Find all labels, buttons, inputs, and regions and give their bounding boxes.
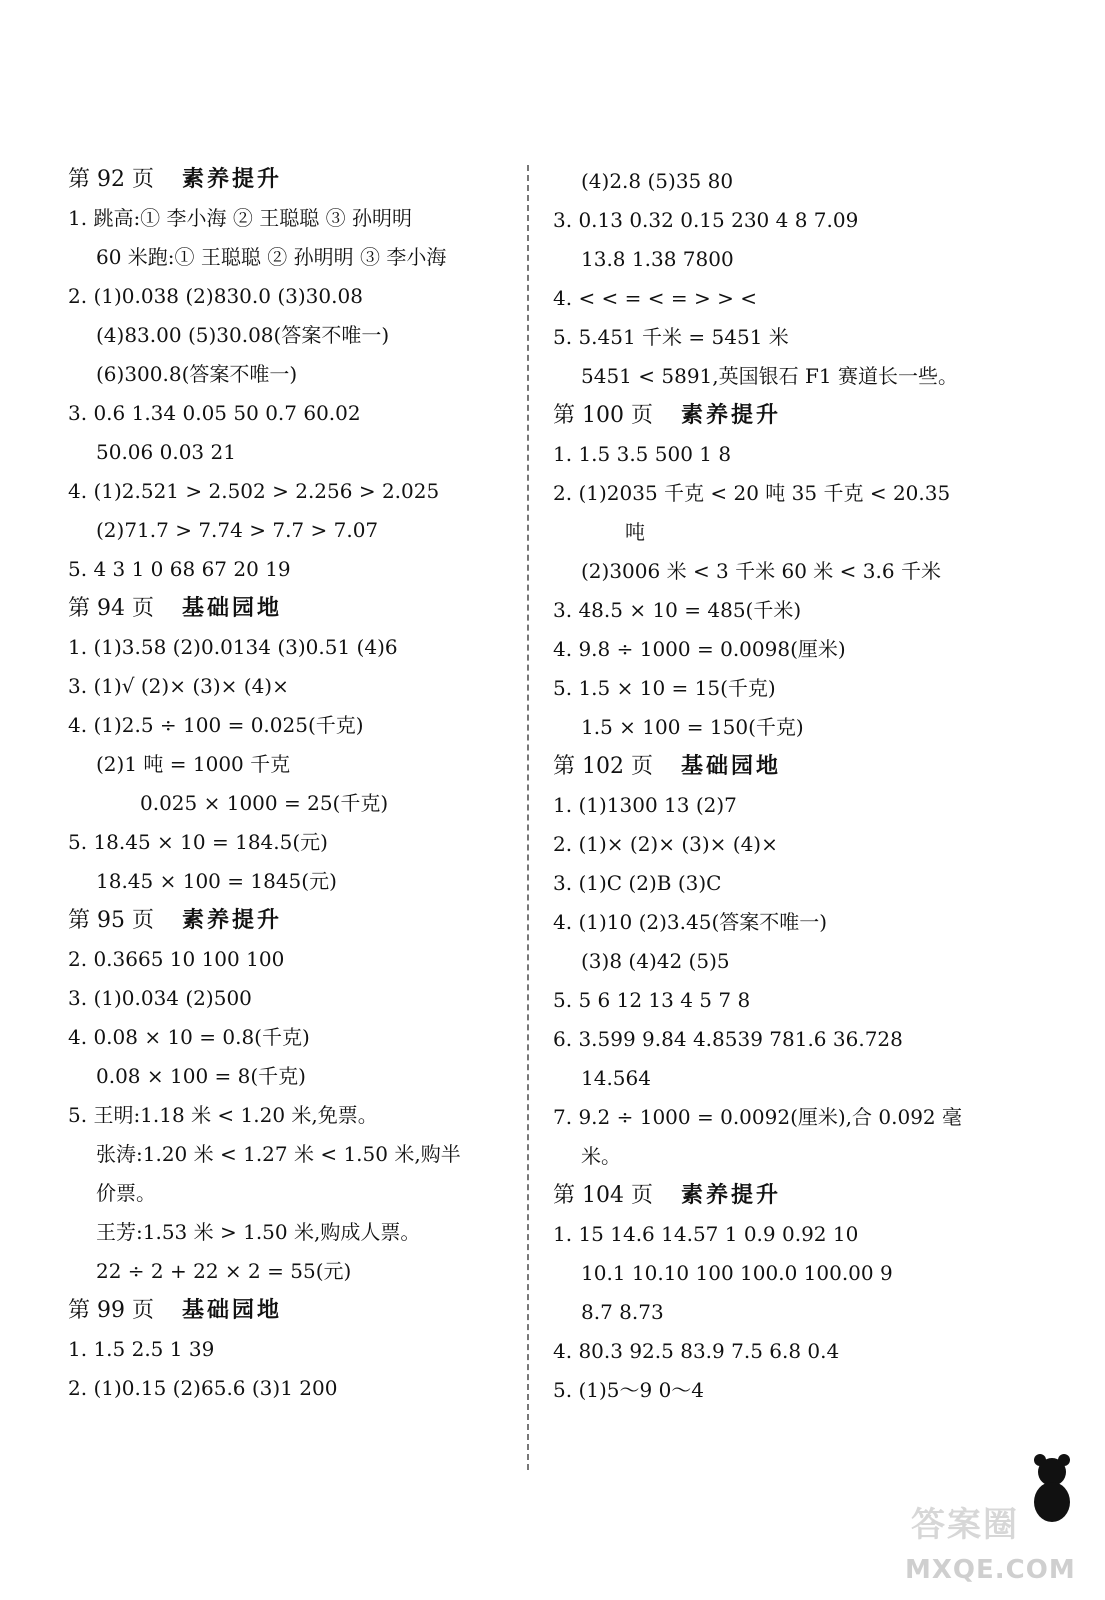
section-page-94 [68,589,523,901]
answer-line: 13.8 1.38 7800 [581,247,734,271]
answer-line: 5. (1)5～9 0～4 [553,1378,705,1402]
section-kind: 素养提升 [181,166,282,192]
answer-line: 1. (1)3.58 (2)0.0134 (3)0.51 (4)6 [68,635,398,659]
section-kind: 基础园地 [181,1297,282,1323]
watermark-logo [905,1490,1085,1590]
section-page-99 [68,1291,523,1408]
section-kind: 素养提升 [680,1182,781,1208]
section-page-95 [68,901,523,1291]
answer-line: 1. 1.5 3.5 500 1 8 [553,442,732,466]
section-heading [553,747,1023,786]
answer-line: 3. 0.13 0.32 0.15 230 4 8 7.09 [553,208,859,232]
answer-line: 1. 1.5 2.5 1 39 [68,1337,215,1361]
section-heading [553,396,1023,435]
answer-line: 1. 跳高:① 李小海 ② 王聪聪 ③ 孙明明 [68,206,412,230]
answer-line: 5. 5.451 千米 = 5451 米 [553,325,789,349]
section-page-104 [553,1176,1023,1410]
answer-line: 0.08 × 100 = 8(千克) [96,1064,306,1088]
answer-line: 王芳:1.53 米 > 1.50 米,购成人票。 [96,1220,421,1244]
answer-line: 2. 0.3665 10 100 100 [68,947,285,971]
section-page-92 [68,160,523,589]
answer-line: 14.564 [581,1066,651,1090]
answer-line: 5451 < 5891,英国银石 F1 赛道长一些。 [581,364,958,388]
section-heading [68,160,523,199]
answer-line: 4. (1)2.521 > 2.502 > 2.256 > 2.025 [68,479,440,503]
answer-line: 4. 9.8 ÷ 1000 = 0.0098(厘米) [553,637,846,661]
page-number: 第 95 页 [68,908,154,933]
answer-line: (4)2.8 (5)35 80 [581,169,734,193]
section-heading [68,589,523,628]
answer-line: 2. (1)0.038 (2)830.0 (3)30.08 [68,284,363,308]
answer-line: (3)8 (4)42 (5)5 [581,949,730,973]
answer-line: 50.06 0.03 21 [96,440,236,464]
section-page-99-continued [553,162,1023,396]
answer-line: 价票。 [96,1181,156,1205]
watermark-url: MXQE.COM [905,1555,1076,1585]
answer-line: 5. 4 3 1 0 68 67 20 19 [68,557,291,581]
answer-line: 2. (1)0.15 (2)65.6 (3)1 200 [68,1376,338,1400]
answer-line: 5. 1.5 × 10 = 15(千克) [553,676,776,700]
section-kind: 基础园地 [181,595,282,621]
section-page-102 [553,747,1023,1176]
section-kind: 基础园地 [680,753,781,779]
answer-line: 8.7 8.73 [581,1300,664,1324]
answer-line: 2. (1)× (2)× (3)× (4)× [553,832,778,856]
section-page-100 [553,396,1023,747]
answer-line: 22 ÷ 2 + 22 × 2 = 55(元) [96,1259,352,1283]
answer-line: 18.45 × 100 = 1845(元) [96,869,337,893]
answer-line: 0.025 × 1000 = 25(千克) [140,791,389,815]
page-number: 第 104 页 [553,1183,653,1208]
answer-line: (2)1 吨 = 1000 千克 [96,752,291,776]
answer-line: 4. 80.3 92.5 83.9 7.5 6.8 0.4 [553,1339,840,1363]
answer-line: 4. 0.08 × 10 = 0.8(千克) [68,1025,310,1049]
answer-line: 3. (1)√ (2)× (3)× (4)× [68,674,289,698]
answer-line: 3. (1)0.034 (2)500 [68,986,252,1010]
answer-line: 4. (1)2.5 ÷ 100 = 0.025(千克) [68,713,364,737]
answer-line: 5. 18.45 × 10 = 184.5(元) [68,830,328,854]
page-number: 第 99 页 [68,1298,154,1323]
answer-line: (2)3006 米 < 3 千米 60 米 < 3.6 千米 [581,559,941,583]
section-heading [68,901,523,940]
answer-line: 米。 [581,1144,621,1168]
answer-line: 1. (1)1300 13 (2)7 [553,793,737,817]
answer-line: 4. < < = < = > > < [553,286,758,310]
answer-line: 5. 王明:1.18 米 < 1.20 米,免票。 [68,1103,378,1127]
right-column [553,162,1023,1410]
section-kind: 素养提升 [181,907,282,933]
answer-line: (6)300.8(答案不唯一) [96,362,298,386]
answer-line: 6. 3.599 9.84 4.8539 781.6 36.728 [553,1027,903,1051]
column-divider [527,165,529,1470]
answer-line: 5. 5 6 12 13 4 5 7 8 [553,988,751,1012]
page-number: 第 92 页 [68,167,154,192]
answer-line: (4)83.00 (5)30.08(答案不唯一) [96,323,390,347]
answer-line: (2)71.7 > 7.74 > 7.7 > 7.07 [96,518,379,542]
answer-line: 7. 9.2 ÷ 1000 = 0.0092(厘米),合 0.092 毫 [553,1105,963,1129]
section-heading [553,1176,1023,1215]
answer-line: 10.1 10.10 100 100.0 100.00 9 [581,1261,893,1285]
answer-line: 60 米跑:① 王聪聪 ② 孙明明 ③ 李小海 [96,245,447,269]
section-kind: 素养提升 [680,402,781,428]
watermark-text: 答案圈 [911,1505,1019,1545]
answer-line: 3. (1)C (2)B (3)C [553,871,722,895]
answer-line: 张涛:1.20 米 < 1.27 米 < 1.50 米,购半 [96,1142,461,1166]
page-number: 第 102 页 [553,754,653,779]
left-column [68,160,523,1408]
answer-line: 1. 15 14.6 14.57 1 0.9 0.92 10 [553,1222,859,1246]
section-heading [68,1291,523,1330]
page-number: 第 100 页 [553,403,653,428]
answer-line: 吨 [625,520,645,544]
page-number: 第 94 页 [68,596,154,621]
answer-line: 3. 48.5 × 10 = 485(千米) [553,598,802,622]
answer-line: 2. (1)2035 千克 < 20 吨 35 千克 < 20.35 [553,481,951,505]
answer-line: 1.5 × 100 = 150(千克) [581,715,804,739]
answer-line: 3. 0.6 1.34 0.05 50 0.7 60.02 [68,401,361,425]
answer-line: 4. (1)10 (2)3.45(答案不唯一) [553,910,828,934]
